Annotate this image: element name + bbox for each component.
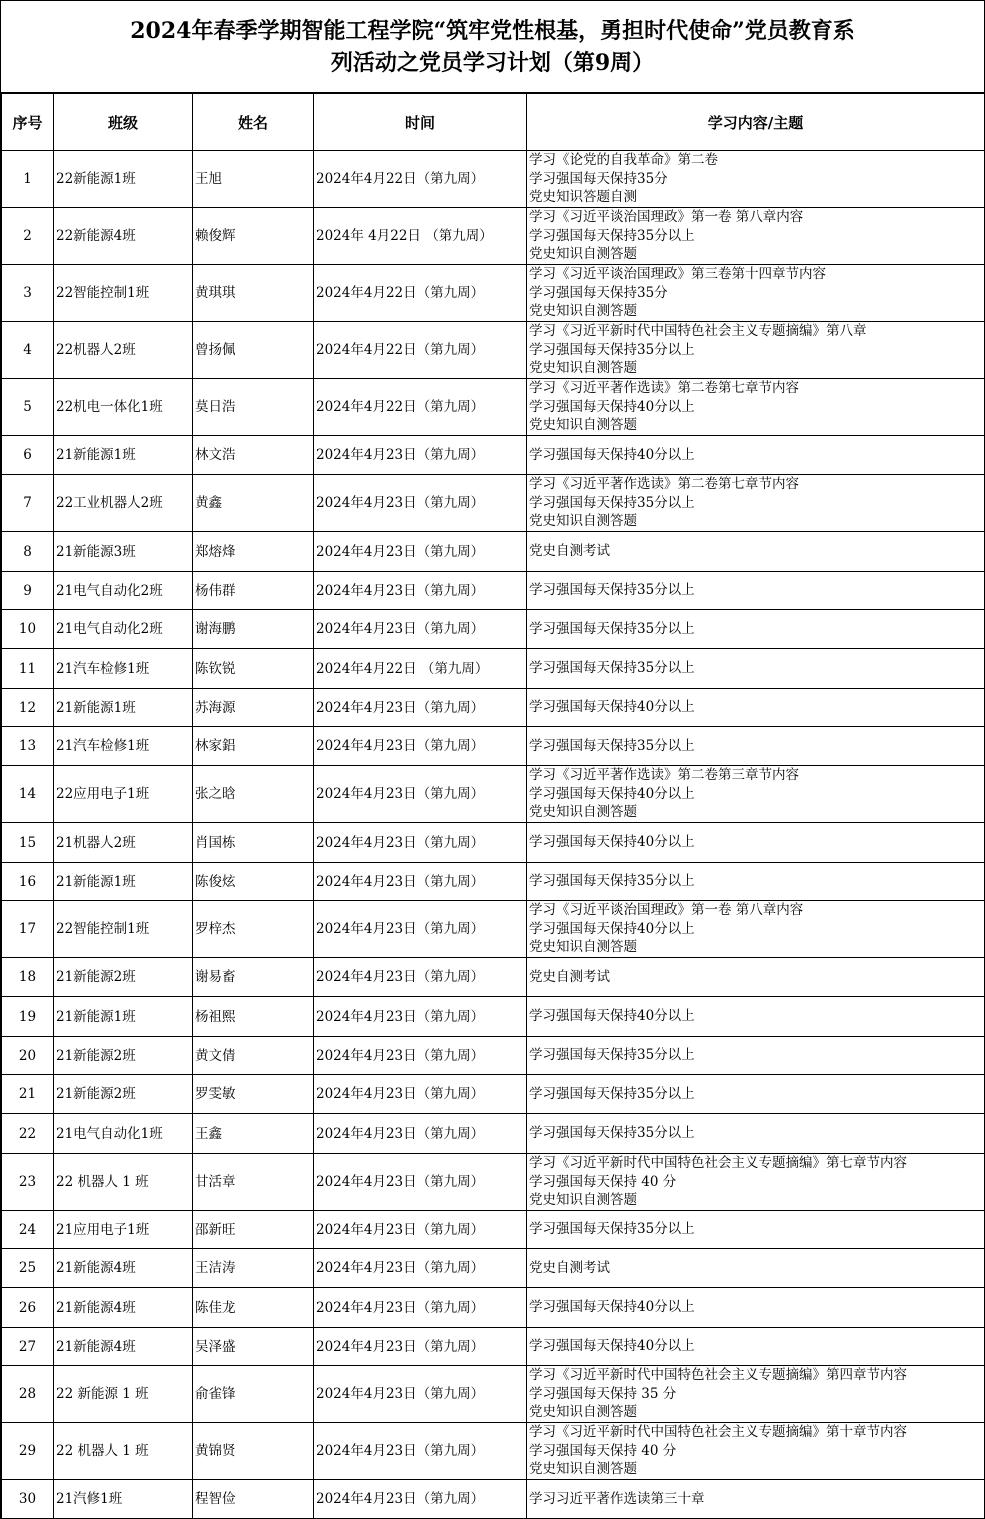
content-line: 学习强国每天保持35分以上 [529,737,695,754]
row-content [527,572,985,610]
content-line: 学习《习近平著作选读》第二卷第三章节内容 [529,767,799,784]
row-content [527,997,985,1037]
row-no: 19 [2,997,54,1037]
row-class: 21电气自动化1班 [54,1114,193,1154]
row-class: 21新能源1班 [54,689,193,727]
content-line: 学习强国每天保持35分以上 [529,227,695,244]
row-time: 2024年4月23日（第九周） [314,436,527,475]
row-time: 2024年4月23日（第九周） [314,863,527,901]
title-line-2: 列活动之党员学习计划（第9周） [330,49,655,76]
content-line: 党史知识自测答题 [529,1192,637,1209]
row-name: 罗梓杰 [193,901,314,958]
row-content [527,436,985,475]
row-time: 2024年4月23日（第九周） [314,1366,527,1423]
content-line: 学习强国每天保持35分以上 [529,494,695,511]
row-class: 21新能源3班 [54,532,193,572]
row-class: 21新能源2班 [54,958,193,997]
row-class: 22应用电子1班 [54,766,193,823]
row-name: 郑熔烽 [193,532,314,572]
content-line: 学习强国每天保持 40 分 [529,1442,677,1459]
row-content [527,823,985,863]
row-content [527,958,985,997]
table-row [2,997,985,1037]
row-name: 甘活章 [193,1154,314,1211]
row-no: 4 [2,322,54,379]
content-line: 学习强国每天保持35分以上 [529,620,695,637]
title-line-1: 2024年春季学期智能工程学院“筑牢党性根基，勇担时代使命”党员教育系 [130,17,855,44]
row-content [527,1328,985,1366]
content-line: 党史知识自测答题 [529,246,637,263]
row-no: 9 [2,572,54,610]
table-row [2,863,985,901]
study-plan-table [1,93,985,1519]
content-line: 党史知识自测答题 [529,939,637,956]
row-time: 2024年4月23日（第九周） [314,958,527,997]
content-line: 学习强国每天保持35分以上 [529,873,695,890]
row-content [527,1366,985,1423]
row-name: 陈钦锐 [193,649,314,689]
table-row [2,1366,985,1423]
table-row [2,823,985,863]
row-name: 王旭 [193,151,314,208]
row-content [527,379,985,436]
row-time: 2024年4月23日（第九周） [314,823,527,863]
row-name: 陈佳龙 [193,1288,314,1328]
row-no: 11 [2,649,54,689]
row-class: 22新能源4班 [54,208,193,265]
row-content [527,208,985,265]
row-no: 21 [2,1075,54,1114]
row-no: 30 [2,1480,54,1519]
row-class: 22智能控制1班 [54,901,193,958]
content-line: 党史知识自测答题 [529,804,637,821]
row-content [527,1288,985,1328]
row-content [527,1114,985,1154]
row-time: 2024年4月22日（第九周） [314,265,527,322]
table-row [2,610,985,649]
table-row [2,532,985,572]
row-time: 2024年4月23日（第九周） [314,1328,527,1366]
table-row [2,1211,985,1249]
content-line: 学习强国每天保持35分以上 [529,1125,695,1142]
row-no: 7 [2,475,54,532]
row-name: 赖俊辉 [193,208,314,265]
row-time: 2024年4月23日（第九周） [314,901,527,958]
content-line: 学习强国每天保持40分以上 [529,785,695,802]
row-name: 杨祖熙 [193,997,314,1037]
content-line: 学习《习近平新时代中国特色社会主义专题摘编》第七章节内容 [529,1155,907,1172]
row-no: 13 [2,727,54,766]
row-class: 21新能源4班 [54,1288,193,1328]
row-content [527,151,985,208]
table-header-row [2,94,985,151]
row-no: 2 [2,208,54,265]
row-content [527,766,985,823]
row-content [527,1249,985,1288]
table-row [2,958,985,997]
content-line: 学习强国每天保持 40 分 [529,1173,677,1190]
row-class: 21应用电子1班 [54,1211,193,1249]
content-line: 学习《习近平新时代中国特色社会主义专题摘编》第四章节内容 [529,1367,907,1384]
row-no: 12 [2,689,54,727]
content-line: 党史知识自测答题 [529,1404,637,1421]
content-line: 党史自测考试 [529,968,610,985]
row-name: 曾扬佩 [193,322,314,379]
content-line: 学习《习近平谈治国理政》第三卷第十四章节内容 [529,266,826,283]
content-line: 学习强国每天保持40分以上 [529,920,695,937]
row-time: 2024年4月23日（第九周） [314,1480,527,1519]
content-line: 学习《习近平谈治国理政》第一卷 第八章内容 [529,209,804,226]
row-content [527,265,985,322]
content-line: 党史自测考试 [529,1259,610,1276]
content-line: 党史知识答题自测 [529,189,637,206]
row-class: 21汽修1班 [54,1480,193,1519]
table-row [2,901,985,958]
row-no: 15 [2,823,54,863]
row-no: 8 [2,532,54,572]
content-line: 党史自测考试 [529,543,610,560]
row-time: 2024年4月23日（第九周） [314,475,527,532]
row-no: 5 [2,379,54,436]
header-class: 班级 [54,94,193,151]
row-content [527,475,985,532]
content-line: 学习强国每天保持35分以上 [529,582,695,599]
row-time: 2024年4月23日（第九周） [314,1154,527,1211]
content-line: 党史知识自测答题 [529,417,637,434]
table-row [2,208,985,265]
row-time: 2024年4月23日（第九周） [314,1114,527,1154]
row-name: 谢海鹏 [193,610,314,649]
row-class: 21电气自动化2班 [54,572,193,610]
row-time: 2024年4月23日（第九周） [314,1249,527,1288]
row-class: 21汽车检修1班 [54,727,193,766]
row-time: 2024年4月22日（第九周） [314,379,527,436]
table-row [2,1480,985,1519]
table-row [2,1154,985,1211]
row-time: 2024年4月23日（第九周） [314,689,527,727]
row-class: 21新能源1班 [54,863,193,901]
content-line: 学习《习近平著作选读》第二卷第七章节内容 [529,476,799,493]
row-class: 22智能控制1班 [54,265,193,322]
row-name: 林文浩 [193,436,314,475]
table-row [2,1249,985,1288]
row-class: 22新能源1班 [54,151,193,208]
row-time: 2024年4月22日 （第九周） [314,649,527,689]
row-time: 2024年4月23日（第九周） [314,572,527,610]
content-line: 学习强国每天保持40分以上 [529,1299,695,1316]
row-content [527,532,985,572]
row-no: 28 [2,1366,54,1423]
header-time: 时间 [314,94,527,151]
row-name: 杨伟群 [193,572,314,610]
table-row [2,572,985,610]
row-no: 16 [2,863,54,901]
row-class: 21新能源4班 [54,1249,193,1288]
row-time: 2024年4月23日（第九周） [314,727,527,766]
content-line: 学习强国每天保持35分以上 [529,1221,695,1238]
row-name: 莫日浩 [193,379,314,436]
row-no: 3 [2,265,54,322]
row-name: 程智俭 [193,1480,314,1519]
content-line: 学习强国每天保持40分以上 [529,1008,695,1025]
row-content [527,1480,985,1519]
header-content: 学习内容/主题 [527,94,985,151]
row-time: 2024年4月23日（第九周） [314,532,527,572]
row-name: 张之晗 [193,766,314,823]
row-class: 21汽车检修1班 [54,649,193,689]
document-title [1,1,984,93]
row-class: 21新能源4班 [54,1328,193,1366]
table-row [2,766,985,823]
row-time: 2024年4月23日（第九周） [314,1075,527,1114]
table-row [2,151,985,208]
table-row [2,1328,985,1366]
row-content [527,689,985,727]
row-class: 21新能源1班 [54,997,193,1037]
row-class: 22 新能源 1 班 [54,1366,193,1423]
content-line: 学习强国每天保持40分以上 [529,446,695,463]
row-name: 肖国栋 [193,823,314,863]
table-row [2,475,985,532]
row-no: 10 [2,610,54,649]
row-class: 22机器人2班 [54,322,193,379]
content-line: 学习强国每天保持35分以上 [529,341,695,358]
row-name: 吴泽盛 [193,1328,314,1366]
row-no: 6 [2,436,54,475]
table-row [2,322,985,379]
content-line: 党史知识自测答题 [529,360,637,377]
row-class: 22工业机器人2班 [54,475,193,532]
content-line: 学习强国每天保持35分 [529,284,668,301]
row-no: 24 [2,1211,54,1249]
row-content [527,649,985,689]
row-name: 苏海源 [193,689,314,727]
content-line: 学习《习近平谈治国理政》第一卷 第八章内容 [529,902,804,919]
row-content [527,1075,985,1114]
row-no: 22 [2,1114,54,1154]
row-name: 俞雀锋 [193,1366,314,1423]
header-name: 姓名 [193,94,314,151]
row-class: 21新能源2班 [54,1037,193,1075]
row-name: 黄锦贤 [193,1423,314,1480]
row-content [527,610,985,649]
content-line: 学习《习近平新时代中国特色社会主义专题摘编》第十章节内容 [529,1424,907,1441]
content-line: 党史知识自测答题 [529,513,637,530]
content-line: 党史知识自测答题 [529,303,637,320]
table-row [2,1288,985,1328]
row-time: 2024年4月23日（第九周） [314,997,527,1037]
table-row [2,1037,985,1075]
table-row [2,689,985,727]
row-no: 25 [2,1249,54,1288]
row-class: 21新能源2班 [54,1075,193,1114]
content-line: 学习强国每天保持40分以上 [529,699,695,716]
row-time: 2024年4月23日（第九周） [314,1211,527,1249]
row-time: 2024年4月22日（第九周） [314,322,527,379]
content-line: 学习强国每天保持35分 [529,170,668,187]
row-no: 20 [2,1037,54,1075]
row-name: 谢易畜 [193,958,314,997]
row-time: 2024年4月23日（第九周） [314,1037,527,1075]
row-content [527,727,985,766]
table-body [2,151,985,1519]
row-no: 27 [2,1328,54,1366]
row-content [527,863,985,901]
row-content [527,322,985,379]
content-line: 学习《论党的自我革命》第二卷 [529,152,718,169]
row-name: 黄文倩 [193,1037,314,1075]
row-no: 26 [2,1288,54,1328]
table-row [2,265,985,322]
row-name: 罗雯敏 [193,1075,314,1114]
row-no: 14 [2,766,54,823]
table-row [2,436,985,475]
content-line: 学习强国每天保持35分以上 [529,1047,695,1064]
content-line: 学习强国每天保持40分以上 [529,1338,695,1355]
row-content [527,1037,985,1075]
row-time: 2024年4月23日（第九周） [314,1288,527,1328]
row-content [527,1154,985,1211]
row-class: 21新能源1班 [54,436,193,475]
content-line: 学习强国每天保持35分以上 [529,660,695,677]
row-time: 2024年 4月22日 （第九周） [314,208,527,265]
row-no: 29 [2,1423,54,1480]
row-name: 邵新旺 [193,1211,314,1249]
row-class: 22机电一体化1班 [54,379,193,436]
row-content [527,1423,985,1480]
row-time: 2024年4月23日（第九周） [314,610,527,649]
row-time: 2024年4月22日（第九周） [314,151,527,208]
row-name: 王洁涛 [193,1249,314,1288]
row-time: 2024年4月23日（第九周） [314,1423,527,1480]
row-content [527,1211,985,1249]
row-name: 林家鋁 [193,727,314,766]
row-no: 18 [2,958,54,997]
content-line: 学习《习近平新时代中国特色社会主义专题摘编》第八章 [529,323,867,340]
row-name: 黄琪琪 [193,265,314,322]
table-row [2,1075,985,1114]
row-class: 22 机器人 1 班 [54,1423,193,1480]
row-class: 22 机器人 1 班 [54,1154,193,1211]
content-line: 学习强国每天保持 35 分 [529,1385,677,1402]
row-class: 21机器人2班 [54,823,193,863]
content-line: 学习强国每天保持40分以上 [529,398,695,415]
table-row [2,1423,985,1480]
table-row [2,727,985,766]
row-no: 1 [2,151,54,208]
row-no: 23 [2,1154,54,1211]
row-content [527,901,985,958]
header-no: 序号 [2,94,54,151]
row-name: 王鑫 [193,1114,314,1154]
table-row [2,649,985,689]
row-class: 21电气自动化2班 [54,610,193,649]
table-row [2,1114,985,1154]
table-row [2,379,985,436]
content-line: 学习强国每天保持40分以上 [529,834,695,851]
row-no: 17 [2,901,54,958]
content-line: 学习强国每天保持35分以上 [529,1085,695,1102]
row-time: 2024年4月23日（第九周） [314,766,527,823]
content-line: 学习《习近平著作选读》第二卷第七章节内容 [529,380,799,397]
row-name: 黄鑫 [193,475,314,532]
content-line: 学习习近平著作选读第三十章 [529,1490,705,1507]
row-name: 陈俊炫 [193,863,314,901]
content-line: 党史知识自测答题 [529,1461,637,1478]
